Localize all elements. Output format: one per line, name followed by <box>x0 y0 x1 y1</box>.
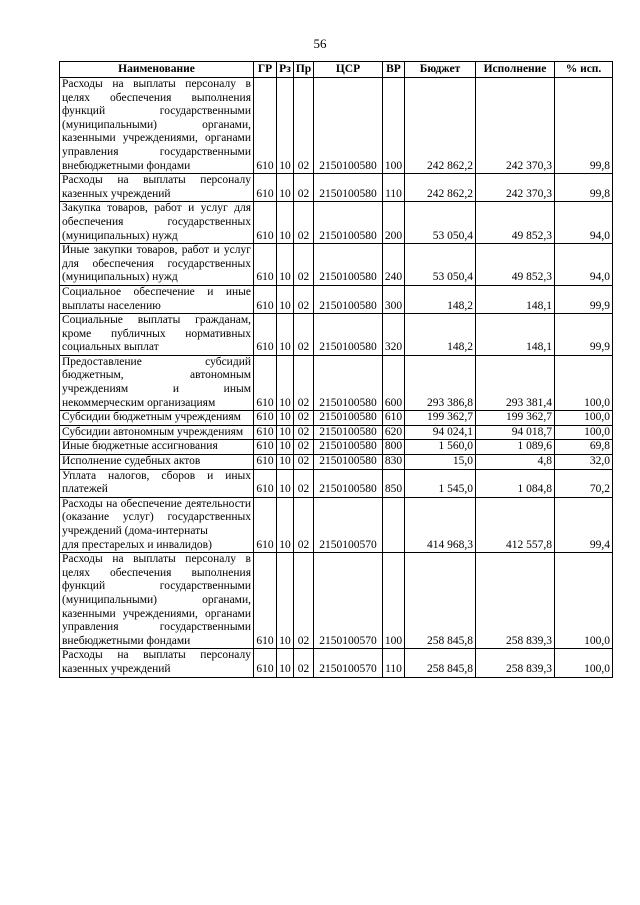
cell-budget: 148,2 <box>405 285 476 313</box>
table-row <box>60 202 613 244</box>
row-name-text: Расходы на выплаты персоналу в целях обеспечения выполнения функций государственными (муниципальными) органами, казенными учреждениями, органами управления государственными внебюджетными фондами <box>62 78 251 172</box>
cell-pr: 02 <box>294 553 314 649</box>
cell-name <box>60 425 254 440</box>
cell-vr: 620 <box>383 425 405 440</box>
header-pr: Пр <box>294 62 314 78</box>
cell-execution: 242 370,3 <box>476 78 555 174</box>
cell-csr: 2150100570 <box>314 649 383 677</box>
cell-name <box>60 314 254 356</box>
cell-execution: 199 362,7 <box>476 411 555 426</box>
cell-csr: 2150100580 <box>314 314 383 356</box>
cell-name <box>60 202 254 244</box>
cell-execution: 49 852,3 <box>476 244 555 286</box>
header-rz: Рз <box>277 62 294 78</box>
cell-gr: 610 <box>254 355 277 410</box>
cell-gr: 610 <box>254 440 277 455</box>
cell-vr: 850 <box>383 469 405 497</box>
cell-vr: 830 <box>383 455 405 470</box>
cell-vr: 320 <box>383 314 405 356</box>
cell-budget: 242 862,2 <box>405 78 476 174</box>
cell-csr: 2150100570 <box>314 497 383 552</box>
cell-execution: 4,8 <box>476 455 555 470</box>
cell-csr: 2150100580 <box>314 174 383 202</box>
row-name-text: Расходы на выплаты персоналу казенных учреждений <box>62 174 251 200</box>
table-row <box>60 78 613 174</box>
cell-rz: 10 <box>277 440 294 455</box>
row-name-text: Субсидии бюджетным учреждениям <box>62 411 241 424</box>
cell-execution: 412 557,8 <box>476 497 555 552</box>
header-percent: % исп. <box>555 62 613 78</box>
cell-csr: 2150100580 <box>314 455 383 470</box>
cell-execution: 242 370,3 <box>476 174 555 202</box>
cell-pr: 02 <box>294 355 314 410</box>
cell-vr: 800 <box>383 440 405 455</box>
cell-csr: 2150100580 <box>314 202 383 244</box>
cell-rz: 10 <box>277 455 294 470</box>
cell-name <box>60 497 254 552</box>
cell-execution: 94 018,7 <box>476 425 555 440</box>
budget-table <box>59 61 613 678</box>
cell-execution: 49 852,3 <box>476 202 555 244</box>
cell-pr: 02 <box>294 469 314 497</box>
cell-execution: 258 839,3 <box>476 649 555 677</box>
cell-gr: 610 <box>254 174 277 202</box>
cell-pr: 02 <box>294 411 314 426</box>
table-row <box>60 411 613 426</box>
cell-name <box>60 649 254 677</box>
cell-name <box>60 469 254 497</box>
cell-execution: 293 381,4 <box>476 355 555 410</box>
cell-budget: 53 050,4 <box>405 244 476 286</box>
cell-gr: 610 <box>254 497 277 552</box>
cell-gr: 610 <box>254 78 277 174</box>
cell-rz: 10 <box>277 244 294 286</box>
cell-rz: 10 <box>277 202 294 244</box>
cell-gr: 610 <box>254 314 277 356</box>
cell-pr: 02 <box>294 455 314 470</box>
cell-vr: 100 <box>383 553 405 649</box>
cell-percent: 99,8 <box>555 78 613 174</box>
table-row <box>60 455 613 470</box>
cell-rz: 10 <box>277 553 294 649</box>
cell-csr: 2150100580 <box>314 78 383 174</box>
row-name-text: Расходы на обеспечение деятельности (оказание услуг) государственных учреждений (дома-интернаты для престарелых и инвалидов) <box>62 497 251 551</box>
cell-execution: 1 084,8 <box>476 469 555 497</box>
cell-pr: 02 <box>294 174 314 202</box>
header-vr: ВР <box>383 62 405 78</box>
header-name: Наименование <box>60 62 254 78</box>
cell-csr: 2150100580 <box>314 244 383 286</box>
cell-budget: 199 362,7 <box>405 411 476 426</box>
cell-budget: 1 560,0 <box>405 440 476 455</box>
cell-budget: 1 545,0 <box>405 469 476 497</box>
cell-budget: 148,2 <box>405 314 476 356</box>
row-name-text: Иные бюджетные ассигнования <box>62 440 218 453</box>
cell-rz: 10 <box>277 314 294 356</box>
cell-name <box>60 440 254 455</box>
cell-percent: 100,0 <box>555 425 613 440</box>
cell-csr: 2150100580 <box>314 425 383 440</box>
cell-csr: 2150100570 <box>314 553 383 649</box>
cell-execution: 258 839,3 <box>476 553 555 649</box>
cell-vr <box>383 497 405 552</box>
table-row <box>60 285 613 313</box>
cell-gr: 610 <box>254 553 277 649</box>
table-row <box>60 314 613 356</box>
cell-rz: 10 <box>277 497 294 552</box>
cell-pr: 02 <box>294 440 314 455</box>
cell-budget: 293 386,8 <box>405 355 476 410</box>
cell-csr: 2150100580 <box>314 440 383 455</box>
cell-name <box>60 455 254 470</box>
cell-budget: 258 845,8 <box>405 553 476 649</box>
header-gr: ГР <box>254 62 277 78</box>
row-name-text: Субсидии автономным учреждениям <box>62 425 244 438</box>
cell-rz: 10 <box>277 78 294 174</box>
cell-budget: 94 024,1 <box>405 425 476 440</box>
cell-rz: 10 <box>277 469 294 497</box>
cell-vr: 300 <box>383 285 405 313</box>
cell-name <box>60 355 254 410</box>
cell-gr: 610 <box>254 649 277 677</box>
cell-budget: 414 968,3 <box>405 497 476 552</box>
cell-percent: 94,0 <box>555 244 613 286</box>
row-name-text: Социальные выплаты гражданам, кроме публичных нормативных социальных выплат <box>62 314 251 354</box>
table-row <box>60 244 613 286</box>
cell-gr: 610 <box>254 411 277 426</box>
cell-name <box>60 244 254 286</box>
cell-percent: 32,0 <box>555 455 613 470</box>
header-csr: ЦСР <box>314 62 383 78</box>
cell-vr: 600 <box>383 355 405 410</box>
row-name-text: Исполнение судебных актов <box>62 455 201 468</box>
cell-percent: 94,0 <box>555 202 613 244</box>
cell-percent: 100,0 <box>555 649 613 677</box>
cell-percent: 100,0 <box>555 355 613 410</box>
cell-csr: 2150100580 <box>314 411 383 426</box>
row-name-text: Уплата налогов, сборов и иных платежей <box>62 469 251 496</box>
cell-budget: 53 050,4 <box>405 202 476 244</box>
cell-percent: 70,2 <box>555 469 613 497</box>
cell-vr: 200 <box>383 202 405 244</box>
cell-execution: 1 089,6 <box>476 440 555 455</box>
cell-percent: 99,4 <box>555 497 613 552</box>
cell-rz: 10 <box>277 425 294 440</box>
cell-name <box>60 553 254 649</box>
cell-csr: 2150100580 <box>314 355 383 410</box>
table-row <box>60 649 613 677</box>
cell-budget: 258 845,8 <box>405 649 476 677</box>
cell-budget: 15,0 <box>405 455 476 470</box>
cell-vr: 240 <box>383 244 405 286</box>
cell-execution: 148,1 <box>476 285 555 313</box>
cell-name <box>60 285 254 313</box>
cell-name <box>60 411 254 426</box>
cell-percent: 99,9 <box>555 314 613 356</box>
cell-vr: 610 <box>383 411 405 426</box>
cell-pr: 02 <box>294 425 314 440</box>
cell-gr: 610 <box>254 202 277 244</box>
cell-percent: 99,8 <box>555 174 613 202</box>
cell-pr: 02 <box>294 244 314 286</box>
cell-name <box>60 174 254 202</box>
row-name-text: Иные закупки товаров, работ и услуг для обеспечения государственных (муниципальных) нужд <box>62 244 251 284</box>
cell-rz: 10 <box>277 174 294 202</box>
cell-pr: 02 <box>294 202 314 244</box>
cell-vr: 110 <box>383 174 405 202</box>
table-row <box>60 469 613 497</box>
cell-percent: 100,0 <box>555 411 613 426</box>
cell-csr: 2150100580 <box>314 285 383 313</box>
cell-name <box>60 78 254 174</box>
cell-pr: 02 <box>294 649 314 677</box>
cell-pr: 02 <box>294 314 314 356</box>
row-name-text: Расходы на выплаты персоналу казенных учреждений <box>62 649 251 675</box>
cell-rz: 10 <box>277 355 294 410</box>
cell-pr: 02 <box>294 285 314 313</box>
cell-percent: 100,0 <box>555 553 613 649</box>
table-row <box>60 355 613 410</box>
table-row <box>60 440 613 455</box>
cell-execution: 148,1 <box>476 314 555 356</box>
cell-gr: 610 <box>254 469 277 497</box>
cell-vr: 100 <box>383 78 405 174</box>
row-name-text: Предоставление субсидий бюджетным, автономным учреждениям и иным некоммерческим организациям <box>62 355 251 409</box>
table-row <box>60 174 613 202</box>
cell-rz: 10 <box>277 285 294 313</box>
cell-pr: 02 <box>294 497 314 552</box>
cell-percent: 69,8 <box>555 440 613 455</box>
table-row <box>60 553 613 649</box>
cell-gr: 610 <box>254 455 277 470</box>
header-execution: Исполнение <box>476 62 555 78</box>
cell-budget: 242 862,2 <box>405 174 476 202</box>
table-row <box>60 425 613 440</box>
table-header-row <box>60 62 613 78</box>
cell-csr: 2150100580 <box>314 469 383 497</box>
cell-rz: 10 <box>277 411 294 426</box>
table-row <box>60 497 613 552</box>
cell-gr: 610 <box>254 244 277 286</box>
row-name-text: Социальное обеспечение и иные выплаты населению <box>62 285 251 312</box>
row-name-text: Закупка товаров, работ и услуг для обеспечения государственных (муниципальных) нужд <box>62 202 251 242</box>
row-name-text: Расходы на выплаты персоналу в целях обеспечения выполнения функций государственными (муниципальными) органами, казенными учреждениями, органами управления государственными внебюджетными фондами <box>62 553 251 647</box>
header-budget: Бюджет <box>405 62 476 78</box>
cell-rz: 10 <box>277 649 294 677</box>
page-number: 56 <box>313 36 327 51</box>
cell-gr: 610 <box>254 425 277 440</box>
cell-vr: 110 <box>383 649 405 677</box>
cell-gr: 610 <box>254 285 277 313</box>
cell-percent: 99,9 <box>555 285 613 313</box>
cell-pr: 02 <box>294 78 314 174</box>
